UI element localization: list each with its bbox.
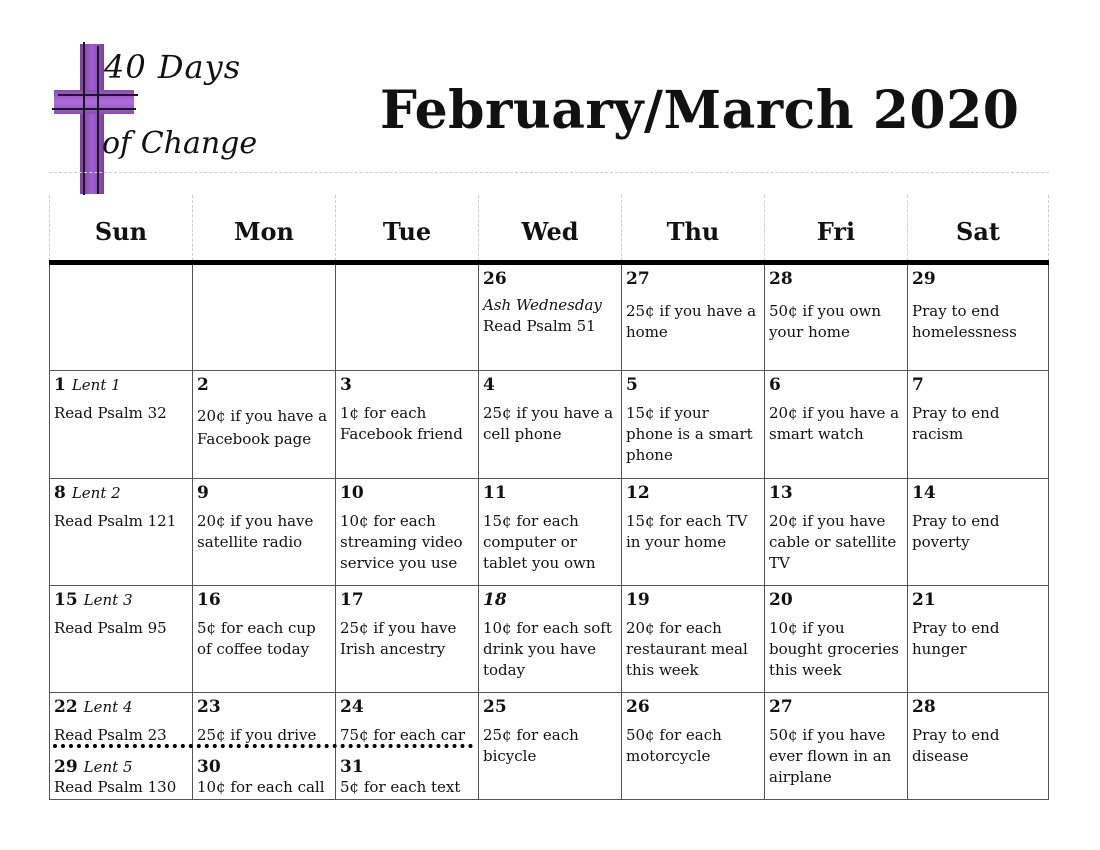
day-text: 20¢ if you have a smart watch <box>769 404 900 443</box>
day-text: Pray to end hunger <box>912 619 1000 658</box>
day-cell <box>908 371 1049 479</box>
day-number: 20 <box>769 590 793 610</box>
day-number: 27 <box>769 697 793 717</box>
day-number: 25 <box>483 697 507 717</box>
day-text: Pray to end poverty <box>912 512 1000 551</box>
day-number: 8 Lent 2 <box>54 483 121 503</box>
day-number: 22 Lent 4 <box>54 697 133 717</box>
day-text: 10¢ for each soft drink you have today <box>483 619 612 679</box>
day-number: 29 <box>912 269 936 289</box>
weekday-sat: Sat <box>907 195 1049 261</box>
day-number: 21 <box>912 590 936 610</box>
lent-label: Lent 5 <box>83 758 133 776</box>
day-text: Pray to end homelessness <box>912 302 1017 341</box>
lent-label: Lent 4 <box>83 698 133 716</box>
day-number: 28 <box>912 697 936 717</box>
day-number: 18 <box>483 590 507 610</box>
day-text: 20¢ if you have a Facebook page <box>197 407 328 448</box>
day-cell <box>622 371 765 479</box>
day-number: 3 <box>340 375 352 395</box>
day-text: 20¢ if you have satellite radio <box>197 512 314 551</box>
day-text: 50¢ if you own your home <box>769 302 881 341</box>
day-cell <box>49 265 193 371</box>
weekday-mon: Mon <box>192 195 335 261</box>
day-number: 16 <box>197 590 221 610</box>
day-text: 50¢ if you have ever flown in an airplane <box>769 726 892 786</box>
logo-line2: of Change <box>102 126 258 161</box>
day-text: 25¢ for each bicycle <box>483 726 579 765</box>
weekday-header <box>49 172 1049 261</box>
day-number: 31 <box>340 757 364 777</box>
day-number: 2 <box>197 375 209 395</box>
day-cell <box>49 479 193 586</box>
day-number: 6 <box>769 375 781 395</box>
day-text: 25¢ if you have a home <box>626 302 757 341</box>
day-cell <box>622 693 765 800</box>
day-cell <box>336 479 479 586</box>
day-number: 28 <box>769 269 793 289</box>
day-cell <box>765 479 908 586</box>
dotted-divider <box>53 744 473 748</box>
lent-label: Lent 2 <box>71 484 121 502</box>
day-number: 13 <box>769 483 793 503</box>
logo-line1: 40 Days <box>104 48 242 86</box>
day-text: 75¢ for each car <box>340 726 466 744</box>
day-cell <box>908 693 1049 800</box>
day-cell <box>479 265 622 371</box>
day-number: 27 <box>626 269 650 289</box>
day-number: 24 <box>340 697 364 717</box>
day-cell <box>765 265 908 371</box>
day-text: 25¢ if you have Irish ancestry <box>340 619 457 658</box>
day-cell <box>765 586 908 693</box>
day-cell <box>336 265 479 371</box>
day-number: 9 <box>197 483 209 503</box>
weekday-wed: Wed <box>478 195 621 261</box>
day-text: Read Psalm 121 <box>54 512 177 530</box>
day-text: 10¢ for each call <box>197 778 325 796</box>
day-text: 20¢ if you have cable or satellite TV <box>769 512 897 572</box>
day-text: Pray to end racism <box>912 404 1000 443</box>
day-cell <box>49 371 193 479</box>
day-number: 11 <box>483 483 507 503</box>
weekday-fri: Fri <box>764 195 907 261</box>
day-cell <box>193 371 336 479</box>
day-number: 26 <box>483 269 507 289</box>
day-number: 15 Lent 3 <box>54 590 133 610</box>
day-text: Read Psalm 23 <box>54 726 167 744</box>
day-number: 5 <box>626 375 638 395</box>
day-number: 17 <box>340 590 364 610</box>
day-text: 25¢ if you drive <box>197 726 317 744</box>
day-number: 26 <box>626 697 650 717</box>
day-text: 15¢ for each TV in your home <box>626 512 748 551</box>
day-cell <box>193 479 336 586</box>
weekday-tue: Tue <box>335 195 478 261</box>
day-number: 10 <box>340 483 364 503</box>
day-cell <box>908 586 1049 693</box>
day-text: Read Psalm 95 <box>54 619 167 637</box>
day-number: 14 <box>912 483 936 503</box>
day-text: Read Psalm 32 <box>54 404 167 422</box>
page-title: February/March 2020 <box>380 80 1020 141</box>
day-text: Read Psalm 51 <box>483 317 596 335</box>
lent-label: Lent 3 <box>83 591 133 609</box>
day-text: 5¢ for each text <box>340 778 461 796</box>
day-cell <box>765 693 908 800</box>
lent-label: Lent 1 <box>71 376 121 394</box>
day-text: 50¢ for each motorcycle <box>626 726 722 765</box>
day-text: 5¢ for each cup of coffee today <box>197 619 316 658</box>
day-cell <box>479 371 622 479</box>
day-cell <box>622 586 765 693</box>
day-number: 30 <box>197 757 221 777</box>
day-text: 15¢ if your phone is a smart phone <box>626 404 753 464</box>
day-text: 1¢ for each Facebook friend <box>340 404 463 443</box>
day-cell <box>622 265 765 371</box>
day-number: 7 <box>912 375 924 395</box>
day-cell <box>336 586 479 693</box>
day-cell <box>479 479 622 586</box>
weekday-thu: Thu <box>621 195 764 261</box>
day-cell <box>49 586 193 693</box>
day-text: Read Psalm 130 <box>54 778 177 796</box>
day-number: 19 <box>626 590 650 610</box>
day-cell <box>193 265 336 371</box>
day-cell <box>193 586 336 693</box>
day-text: Pray to end disease <box>912 726 1000 765</box>
day-note: Ash Wednesday <box>483 296 602 314</box>
day-cell <box>479 693 622 800</box>
day-text: 25¢ if you have a cell phone <box>483 404 614 443</box>
day-cell <box>479 586 622 693</box>
day-number: 1 Lent 1 <box>54 375 121 395</box>
day-text: 10¢ for each streaming video service you use <box>340 512 463 572</box>
weekday-sun: Sun <box>49 195 192 261</box>
day-number: 12 <box>626 483 650 503</box>
day-cell <box>908 479 1049 586</box>
day-text: 10¢ if you bought groceries this week <box>769 619 899 679</box>
day-cell <box>336 371 479 479</box>
day-cell <box>765 371 908 479</box>
day-text: 15¢ for each computer or tablet you own <box>483 512 596 572</box>
day-text: 20¢ for each restaurant meal this week <box>626 619 748 679</box>
day-number: 29 Lent 5 <box>54 757 133 777</box>
day-cell <box>622 479 765 586</box>
day-number: 23 <box>197 697 221 717</box>
day-number: 4 <box>483 375 495 395</box>
day-cell <box>908 265 1049 371</box>
